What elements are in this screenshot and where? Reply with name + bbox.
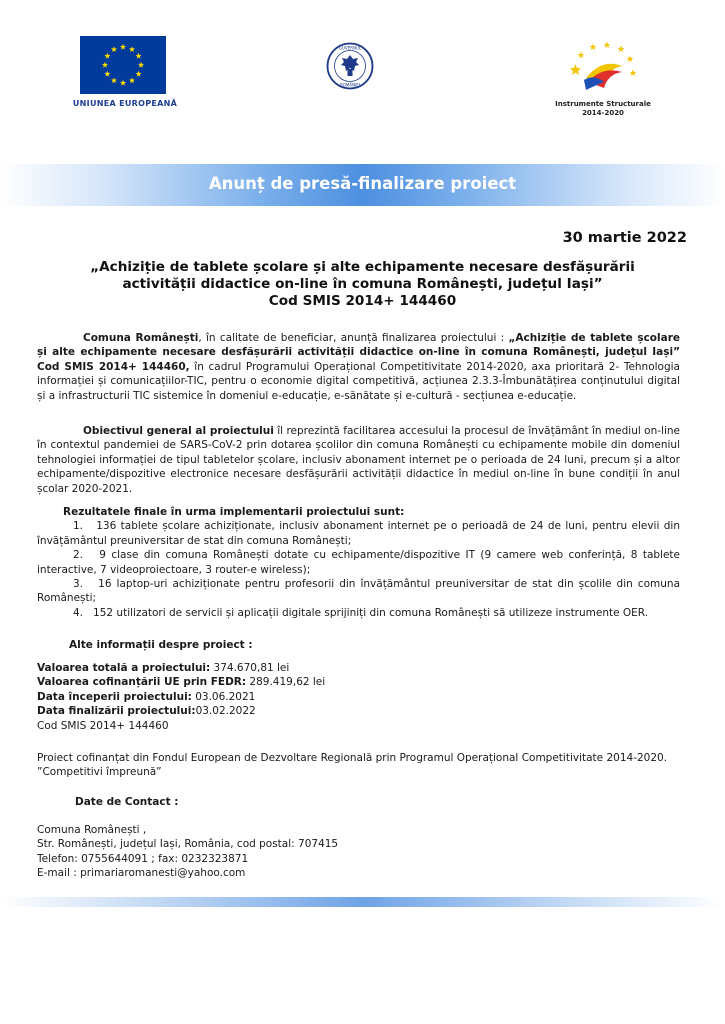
structural-instruments-years: 2014-2020 [582, 109, 624, 117]
result-item-text: 136 tablete școlare achiziționate, inclusiv abonament internet pe o perioadă de 24 de luni, pentru elevii din învățământul preuniversitar de stat din comuna Românești; [37, 520, 681, 547]
result-item [37, 548, 680, 577]
eu-stars-icon [80, 36, 166, 94]
intro-paragraph [37, 331, 680, 403]
project-title [40, 259, 685, 310]
contact-email[interactable]: E-mail : primariaromanesti@yahoo.com [37, 867, 246, 880]
eu-flag-logo [80, 36, 166, 94]
detail-label: Data începerii proiectului: [37, 690, 192, 703]
detail-row [37, 661, 680, 675]
structural-instruments-label [548, 100, 658, 118]
detail-value: 374.670,81 lei [210, 662, 290, 674]
result-item-number: 3. [73, 578, 84, 591]
contact-name: Comuna Românești , [37, 824, 147, 836]
detail-label: Data finalizării proiectului: [37, 705, 196, 718]
result-item [37, 519, 680, 548]
contact-heading-wrap [37, 795, 680, 809]
romanian-government-seal-logo [326, 42, 374, 90]
intro-project-name: „Achiziție de tablete școlare și alte echipamente necesare desfășurării activității didactice on-line în comuna Românești, județul Iași” Cod SMIS 2014+ 144460, [37, 332, 680, 373]
result-item [37, 606, 680, 620]
result-item-number: 4. [73, 606, 84, 619]
other-info-heading: Alte informații despre proiect : [69, 639, 253, 651]
detail-value: 03.06.2021 [191, 690, 256, 703]
contact-heading: Date de Contact : [75, 796, 179, 808]
detail-label: Valoarea totală a proiectului: [37, 662, 211, 674]
contact-address: Str. Românești, județul Iași, România, cod postal: 707415 [37, 838, 339, 851]
cofinance-note [37, 751, 680, 780]
detail-row [37, 675, 680, 689]
cofinance-motto: ”Competitivi împreună” [37, 766, 162, 779]
detail-row [37, 704, 680, 718]
other-info-heading-wrap [37, 638, 680, 652]
project-title-line3: Cod SMIS 2014+ 144460 [268, 293, 457, 309]
objective-paragraph [37, 424, 680, 496]
results-heading: Rezultatele finale în urma implementarii proiectului sunt: [63, 506, 405, 518]
structural-instruments-name: Instrumente Structurale [555, 100, 651, 108]
project-title-line2: activității didactice on-line în comuna Românești, județul Iași” [122, 276, 603, 292]
objective-label: Obiectivul general al proiectului [83, 425, 274, 437]
results-section [37, 505, 680, 620]
result-item [37, 577, 680, 606]
result-item-text: 152 utilizatori de servicii și aplicații digitale sprijiniți din comuna Românești să utilizeze instrumente OER. [93, 606, 649, 619]
detail-label: Valoarea cofinanțării UE prin FEDR: [37, 676, 247, 689]
detail-value: 289.419,62 lei [246, 676, 326, 689]
intro-text-2: în cadrul Programului Operațional Competitivitate 2014-2020, axa prioritară 2- Tehnologia informației și comunicațiilor-TIC, pentru o economie digital competitivă, acțiunea 2.3.3-Îmbunătățirea conținutului digital și a infrastructurii TIC sistemice în domeniul e-educație, e-sănătate și e-cultură - secțiunea e-educație. [37, 360, 680, 402]
beneficiary-name: Comuna Românești [83, 332, 199, 344]
eu-label: UNIUNEA EUROPEANĂ [72, 99, 178, 108]
contact-block [37, 823, 680, 881]
svg-text:ROMÂNIEI: ROMÂNIEI [340, 82, 360, 88]
banner-title: Anunț de presă-finalizare proiect [208, 174, 517, 193]
cofinance-line1: Proiect cofinanțat din Fondul European de Dezvoltare Regională prin Programul Operațional Competitivitate 2014-2020. [37, 752, 668, 764]
result-item-text: 9 clase din comuna Românești dotate cu echipamente/dispozitive IT (9 camere web conferință, 8 tablete interactive, 7 videoproiectoare, 3 router-e wireless); [37, 549, 681, 576]
intro-text-1: , în calitate de beneficiar, anunță finalizarea proiectului : [198, 332, 509, 344]
project-title-line1: „Achiziție de tablete școlare și alte echipamente necesare desfășurării [90, 259, 635, 275]
smis-code: Cod SMIS 2014+ 144460 [37, 719, 169, 732]
result-item-number: 2. [73, 549, 84, 562]
footer-decoration [0, 897, 725, 907]
announcement-date: 30 martie 2022 [562, 230, 687, 246]
result-item-number: 1. [73, 520, 84, 533]
detail-value: 03.02.2022 [195, 705, 256, 718]
title-banner [0, 164, 725, 206]
project-details [37, 661, 680, 733]
contact-phone: Telefon: 0755644091 ; fax: 0232323871 [37, 852, 249, 865]
detail-row [37, 690, 680, 704]
objective-text: îl reprezintă facilitarea accesului la procesul de învățământ în mediul on-line în contextul pandemiei de SARS-CoV-2 prin dotarea școlilor din comuna Românești cu echipamente mobile din domeniul tehnologiei informației de tipul tabletelor școlare, inclusiv abonament internet pe o perioada de 24 luni, precum și a altor echipamente/dispozitive electronice necesare desfășurării activității didactice în mediul on-line în bune condiții în anul școlar 2020-2021. [37, 425, 680, 495]
structural-instruments-logo [566, 38, 638, 98]
result-item-text: 16 laptop-uri achiziționate pentru profesorii din învățământul preuniversitar de stat din școlile din comuna Românești; [37, 578, 680, 605]
svg-text:GUVERNUL: GUVERNUL [338, 45, 362, 51]
